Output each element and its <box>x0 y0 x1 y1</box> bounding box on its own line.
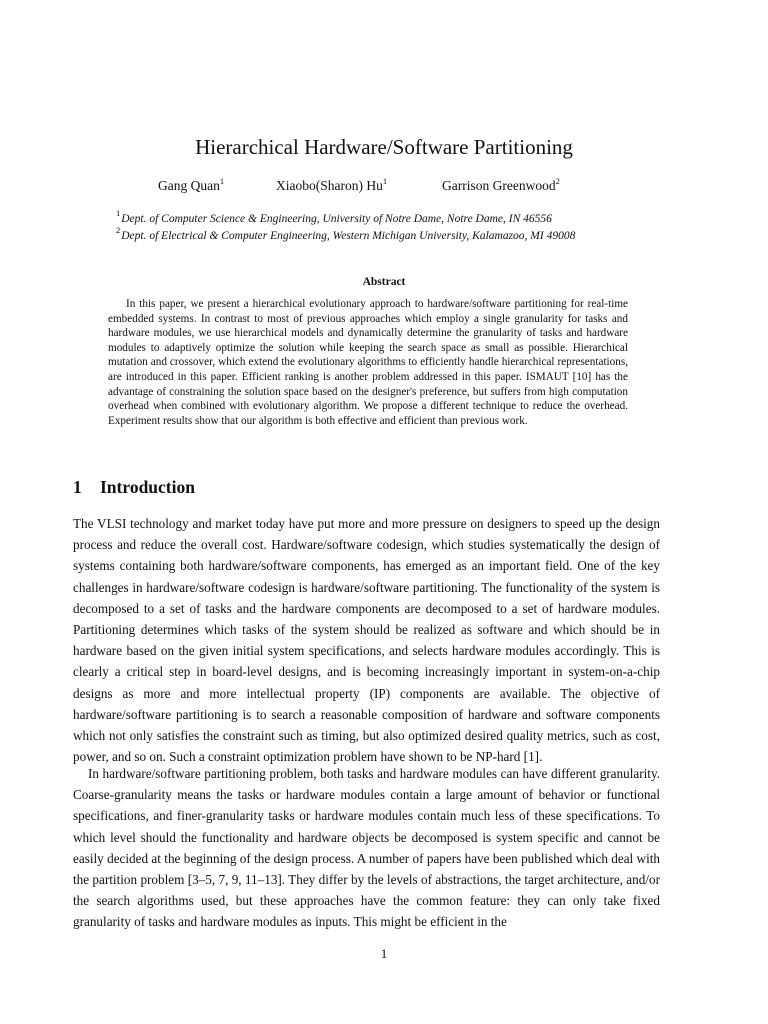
affiliation-list <box>116 208 716 244</box>
paper-title: Hierarchical Hardware/Software Partitioning <box>195 135 573 159</box>
affiliation-mark: 2 <box>116 224 121 235</box>
section-heading <box>73 477 195 498</box>
author-name: Xiaobo(Sharon) Hu <box>276 178 383 193</box>
section-number: 1 <box>73 477 82 497</box>
affiliation-mark: 1 <box>382 176 388 186</box>
affiliation-notre-dame <box>116 208 716 228</box>
author-name: Gang Quan <box>158 178 220 193</box>
affiliation-mark: 1 <box>219 176 225 186</box>
author-list <box>0 178 768 200</box>
page-number: 1 <box>380 946 388 961</box>
affiliation-text: Dept. of Computer Science & Engineering, University of Notre Dame, Notre Dame, IN 46556 <box>121 213 552 225</box>
affiliation-text: Dept. of Electrical & Computer Engineering, Western Michigan University, Kalamazoo, MI 49008 <box>121 229 576 242</box>
author-garrison-greenwood <box>442 178 560 194</box>
affiliation-mark: 2 <box>555 176 560 186</box>
author-name: Garrison Greenwood <box>442 178 556 193</box>
section-title: Introduction <box>100 477 195 497</box>
affiliation-mark: 1 <box>116 208 121 218</box>
abstract-heading: Abstract <box>362 276 406 288</box>
abstract-text: In this paper, we present a hierarchical evolutionary approach to hardware/software partitioning for real-time embedded systems. In contrast to most of previous approaches which employ a single granularity for tasks and hardware modules, we use hierarchical models and dynamically determine the granularity of tasks and hardware modules to adaptively optimize the solution while keeping the search space as small as possible. Hierarchical mutation and crossover, which extend the evolutionary algorithms to efficiently handle hierarchical representations, are introduced in this paper. Efficient ranking is another problem addressed in this paper. ISMAUT [10] has the advantage of constraining the solution space based on the designer's preference, but suffers from high computation overhead when combined with evolutionary algorithm. We propose a different technique to reduce the overhead. Experiment results show that our algorithm is both effective and efficient than previous work. <box>108 298 628 427</box>
author-xiaobo-hu <box>276 178 387 194</box>
author-gang-quan <box>158 178 224 194</box>
paragraph: In hardware/software partitioning problem, both tasks and hardware modules can have different granularity. Coarse-granularity means the tasks or hardware modules contain a large amount of behavior or functional specifications, and finer-granularity tasks or hardware modules contain much less of these specifications. To which level should the functionality and hardware objects be decomposed is system specific and cannot be easily decided at the beginning of the design process. A number of papers have been published which deal with the partition problem [3–5, 7, 9, 11–13]. They differ by the levels of abstractions, the target architecture, and/or the search algorithms used, but these approaches have the common feature: they can only take fixed granularity of tasks and hardware modules as inputs. This might be efficient in the <box>73 766 660 930</box>
affiliation-western-michigan <box>116 224 716 245</box>
paragraph: The VLSI technology and market today have put more and more pressure on designers to speed up the design process and reduce the overall cost. Hardware/software codesign, which studies systematically the design of systems containing both hardware/software components, has emerged as an important field. One of the key challenges in hardware/software codesign is hardware/software partitioning. The functionality of the system is decomposed to a set of tasks and the hardware components are decomposed to a set of hardware modules. Partitioning determines which tasks of the system should be realized as software and which should be in hardware based on the given initial system specifications, and selects hardware modules accordingly. This is clearly a critical step in board-level designs, and is becoming increasingly important in system-on-a-chip designs as more and more intellectual property (IP) components are available. The objective of hardware/software partitioning is to search a reasonable composition of hardware and software components which not only satisfies the constraint such as timing, but also optimized desired quality metrics, such as cost, power, and so on. Such a constraint optimization problem have shown to be NP-hard [1]. <box>73 516 660 765</box>
